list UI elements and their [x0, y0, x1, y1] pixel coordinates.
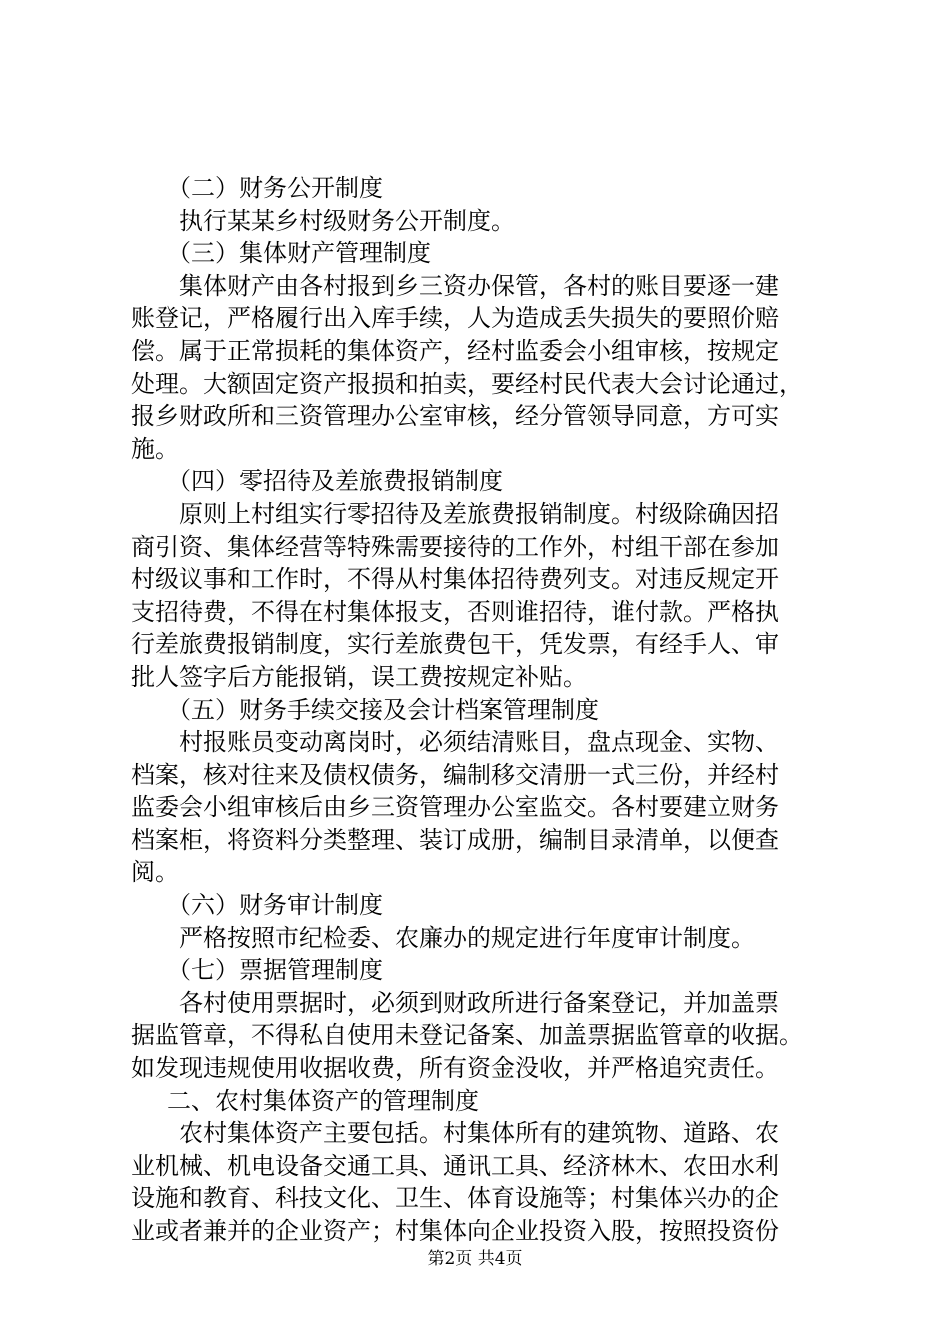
document-body [131, 172, 851, 1248]
paragraph-line: 偿。属于正常损耗的集体资产，经村监委会小组审核，按规定 [131, 336, 779, 365]
paragraph-line: 据监管章，不得私自使用未登记备案、加盖票据监管章的收据。 [131, 1021, 803, 1050]
paragraph-line: 如发现违规使用收据收费，所有资金没收，并严格追究责任。 [131, 1054, 779, 1083]
paragraph-line: 阅。 [131, 858, 179, 887]
paragraph-line: 行差旅费报销制度，实行差旅费包干，凭发票，有经手人、审 [131, 630, 779, 659]
paragraph-line: 各村使用票据时，必须到财政所进行备案登记，并加盖票 [179, 988, 779, 1017]
section-heading: 二、农村集体资产的管理制度 [167, 1086, 479, 1115]
paragraph-line: 村级议事和工作时，不得从村集体招待费列支。对违反规定开 [131, 565, 779, 594]
section-heading: （二）财务公开制度 [167, 174, 383, 202]
paragraph-line: 报乡财政所和三资管理办公室审核，经分管领导同意，方可实 [131, 402, 779, 431]
paragraph-line: 严格按照市纪检委、农廉办的规定进行年度审计制度。 [179, 923, 755, 952]
paragraph-line: 设施和教育、科技文化、卫生、体育设施等；村集体兴办的企 [131, 1184, 779, 1213]
paragraph-line: 支招待费，不得在村集体报支，否则谁招待，谁付款。严格执 [131, 597, 779, 626]
section-heading: （六）财务审计制度 [167, 891, 383, 920]
section-heading: （四）零招待及差旅费报销制度 [167, 467, 503, 496]
paragraph-line: 账登记，严格履行出入库手续，人为造成丢失损失的要照价赔 [131, 304, 779, 333]
paragraph-line: 集体财产由各村报到乡三资办保管，各村的账目要逐一建 [179, 271, 779, 300]
paragraph-line: 原则上村组实行零招待及差旅费报销制度。村级除确因招 [179, 499, 779, 528]
paragraph-line: 业或者兼并的企业资产；村集体向企业投资入股，按照投资份 [131, 1217, 779, 1245]
page-footer: 第2页 共4页 [427, 1249, 523, 1269]
section-heading: （三）集体财产管理制度 [167, 239, 431, 268]
paragraph-line: 村报账员变动离岗时，必须结清账目，盘点现金、实物、 [179, 728, 779, 757]
paragraph-line: 批人签字后方能报销，误工费按规定补贴。 [131, 662, 587, 691]
paragraph-line: 执行某某乡村级财务公开制度。 [179, 206, 515, 235]
paragraph-line: 业机械、机电设备交通工具、通讯工具、经济林木、农田水利 [131, 1151, 779, 1180]
paragraph-line: 处理。大额固定资产报损和拍卖，要经村民代表大会讨论通过， [131, 369, 803, 398]
paragraph-line: 商引资、集体经营等特殊需要接待的工作外，村组干部在参加 [131, 532, 779, 561]
section-heading: （五）财务手续交接及会计档案管理制度 [167, 695, 599, 724]
section-heading: （七）票据管理制度 [167, 956, 383, 985]
paragraph-line: 档案柜，将资料分类整理、装订成册，编制目录清单，以便查 [131, 825, 779, 854]
paragraph-line: 施。 [131, 434, 179, 463]
paragraph-line: 监委会小组审核后由乡三资管理办公室监交。各村要建立财务 [131, 793, 779, 822]
paragraph-line: 农村集体资产主要包括。村集体所有的建筑物、道路、农 [179, 1119, 779, 1148]
paragraph-line: 档案，核对往来及债权债务，编制移交清册一式三份，并经村 [131, 760, 779, 789]
